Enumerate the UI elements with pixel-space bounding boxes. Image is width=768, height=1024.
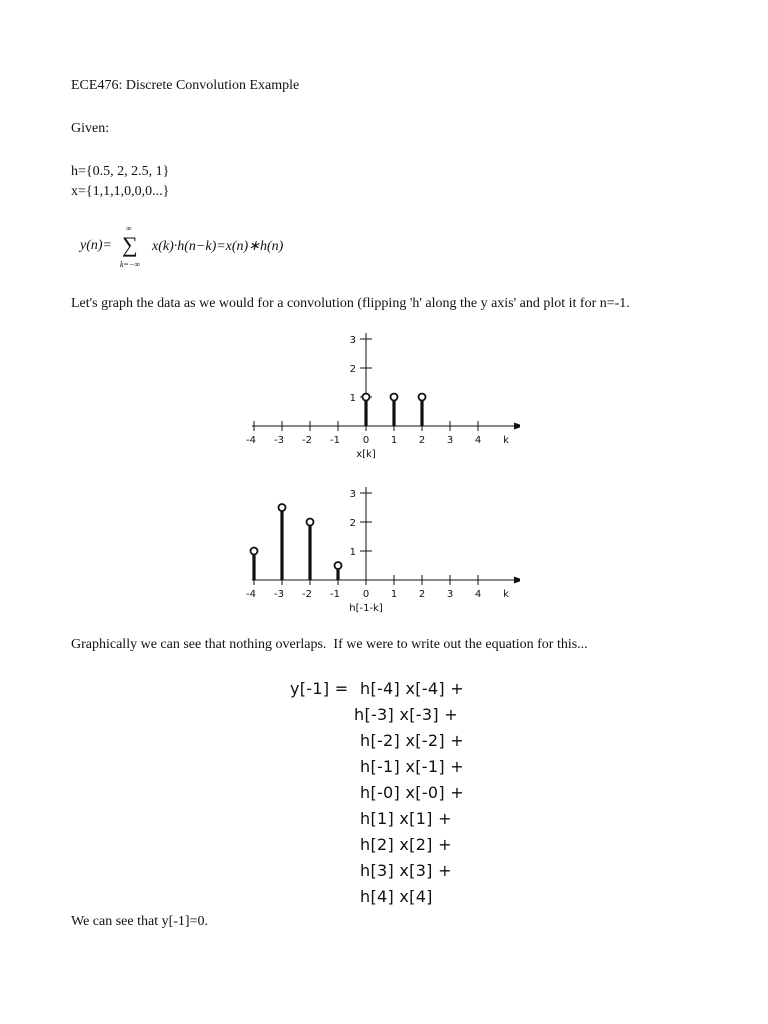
x-tick-label: -2 (302, 435, 312, 446)
stem-marker (251, 548, 258, 555)
equation-term: h[-3] x[-3] + (354, 705, 458, 724)
stem-marker (363, 394, 370, 401)
x-axis-arrow (514, 577, 520, 584)
x-tick-label: 1 (390, 589, 398, 600)
convolution-formula (80, 224, 340, 272)
x-tick-label: -2 (302, 589, 312, 600)
y-tick-label: 1 (349, 393, 356, 404)
overlap-paragraph: Graphically we can see that nothing overlaps. If we were to write out the equation for this... (71, 637, 588, 652)
x-tick-label: 0 (362, 435, 370, 446)
x-tick-label: 2 (418, 435, 426, 446)
stem-marker (335, 562, 342, 569)
x-tick-label: 4 (474, 435, 482, 446)
x-tick-label: -3 (274, 589, 284, 600)
x-tick-label: 4 (474, 589, 482, 600)
stem-marker (419, 394, 426, 401)
y-tick-label: 2 (349, 518, 356, 529)
x-tick-label: 3 (446, 435, 454, 446)
x-axis-label: k (503, 435, 509, 446)
given-label: Given: (71, 121, 110, 136)
equation-term: h[-0] x[-0] + (360, 783, 464, 802)
equation-term: h[2] x[2] + (360, 835, 452, 854)
y-tick-label: 3 (349, 489, 356, 500)
x-tick-label: -3 (274, 435, 284, 446)
equation-term: h[-4] x[-4] + (360, 679, 464, 698)
plot-title: x[k] (356, 449, 376, 460)
formula-lhs: y(n)= (80, 238, 112, 253)
x-tick-label: -4 (246, 435, 256, 446)
y-tick-label: 3 (349, 335, 356, 346)
stem-marker (307, 519, 314, 526)
x-stem-plot (240, 330, 520, 470)
formula-upper-limit: ∞ (126, 224, 132, 233)
equation-term: h[1] x[1] + (360, 809, 452, 828)
stem-marker (279, 504, 286, 511)
h-definition: h={0.5, 2, 2.5, 1} (71, 164, 170, 179)
x-axis-label: k (503, 589, 509, 600)
x-axis-arrow (514, 423, 520, 430)
intro-paragraph: Let's graph the data as we would for a convolution (flipping 'h' along the y axis' and plot it for n=-1. (71, 296, 630, 311)
equation-term: h[4] x[4] (360, 887, 433, 906)
x-tick-label: 3 (446, 589, 454, 600)
x-tick-label: -4 (246, 589, 256, 600)
h-flipped-stem-plot (240, 484, 520, 624)
x-tick-label: -1 (330, 435, 340, 446)
equation-lhs: y[-1] = (290, 679, 349, 698)
equation-term: h[-1] x[-1] + (360, 757, 464, 776)
stem-marker (391, 394, 398, 401)
equation-term: h[-2] x[-2] + (360, 731, 464, 750)
sigma-symbol: ∑ (122, 232, 138, 257)
plot-title: h[-1-k] (349, 603, 383, 614)
equation-term: h[3] x[3] + (360, 861, 452, 880)
x-tick-label: -1 (330, 589, 340, 600)
formula-lower-limit: k=−∞ (120, 260, 141, 269)
x-tick-label: 1 (390, 435, 398, 446)
y-tick-label: 1 (349, 547, 356, 558)
x-tick-label: 2 (418, 589, 426, 600)
x-tick-label: 0 (362, 589, 370, 600)
y-tick-label: 2 (349, 364, 356, 375)
formula-rhs: x(k)·h(n−k)=x(n)∗h(n) (152, 239, 284, 254)
page-title: ECE476: Discrete Convolution Example (71, 78, 300, 93)
x-definition: x={1,1,1,0,0,0...} (71, 184, 170, 199)
conclusion-text: We can see that y[-1]=0. (71, 914, 208, 929)
